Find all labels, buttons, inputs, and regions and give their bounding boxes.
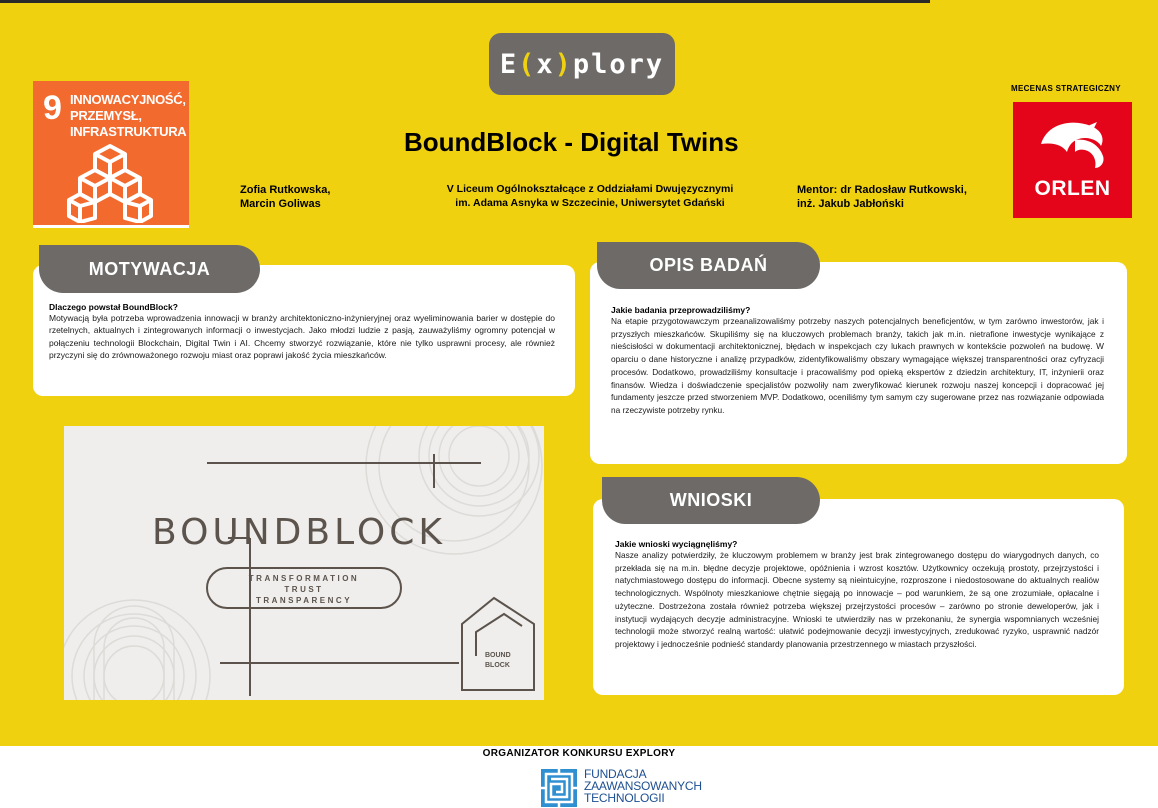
school-line: V Liceum Ogólnokształcące z Oddziałami Dwujęzycznymi [446,183,734,195]
mentors [797,183,967,211]
sdg-number: 9 [43,89,62,127]
logo-part-plory: plory [572,48,665,80]
boundblock-brand-image [64,426,544,700]
conclusions-heading: WNIOSKI [602,477,820,524]
mini-logo-line: BOUND [485,652,511,659]
research-question: Jakie badania przeprowadziliśmy? [611,305,751,315]
mentor-line: Mentor: dr Radosław Rutkowski, [797,184,967,196]
cubes-icon [67,143,153,223]
author-line: Zofia Rutkowska, [240,184,331,196]
logo-part-close: ) [554,48,573,80]
sdg-goal-tile [33,81,189,228]
boundblock-wordmark: BOUNDBLOCK [152,512,446,553]
sdg-title: INNOWACYJNOŚĆ, PRZEMYSŁ, INFRASTRUKTURA [70,92,187,139]
school-info [430,182,750,210]
poster-title: BoundBlock - Digital Twins [404,127,739,157]
logo-part-x: x [536,48,555,80]
research-body: Na etapie przygotowawczym przeanalizowaliśmy potrzeby naszych potencjalnych beneficjentów, w tym zarówno inwestorów, jak i przyszłych mieszkańców. Skupiliśmy się na kluczowych problemach branży, takich jak m.in. nietrafione inwestycje wynikające z nieścisłości w dokumentacji architektonicznej, błędach w inspekcjach czy lukach prawnych w kontekście pozwoleń na budowę. W oparciu o dane historyczne i analizę przypadków, zidentyfikowaliśmy obszary wymagające większej transparentności oraz cyfryzacji procesów. Dodatkowo, prowadziliśmy konsultacje i pracowaliśmy pod opieką ekspertów z dziedzin architektury, IT, inżynierii oraz finansów. Wiedza i doświadczenie specjalistów pozwoliły nam zweryfikować kierunek rozwoju naszej koncepcji i dopracować jej fundamenty jeszcze przed stworzeniem MVP. Dodatkowo, oceniliśmy tym samym czy sugerowane przez nas rozwiązanie odpowiada na rzeczywiste potrzeby rynku. [611,316,1104,415]
explory-logo [489,33,675,95]
orlen-logo [1013,102,1132,218]
decorative-lines [64,426,544,700]
research-heading: OPIS BADAŃ [597,242,820,289]
fzt-name: FUNDACJA ZAAWANSOWANYCH TECHNOLOGII [584,767,702,805]
research-card [590,262,1127,464]
logo-part-e: E [499,48,519,80]
conclusions-card [593,499,1124,695]
motivation-question: Dlaczego powstał BoundBlock? [49,302,178,312]
patron-label: MECENAS STRATEGICZNY [1011,84,1121,93]
tagline-word: TRANSPARENCY [255,596,353,605]
fzt-logo [540,768,702,808]
top-divider [0,0,930,3]
logo-part-open: ( [518,48,537,80]
author-line: Marcin Goliwas [240,198,321,210]
mini-logo [485,651,511,671]
authors [240,183,330,211]
school-line: im. Adama Asnyka w Szczecinie, Uniwersytet Gdański [455,197,725,209]
motivation-body: Motywacją była potrzeba wprowadzenia innowacji w branży architektoniczno-inżynieryjnej oraz wyeliminowania barier w dostępie do rzetelnych, aktualnych i zintegrowanych informacji o inwestycjach. Jako młodzi ludzie z pasją, zauważyliśmy ogromny potencjał w połączeniu technologii Blockchain, Digital Twin i AI. Chcemy stworzyć rozwiązanie, które nie tylko usprawni procesy, ale również przyczyni się do zrównoważonego rozwoju miast oraz poprawi jakość życia mieszkańców. [49,313,555,360]
tagline-word: TRUST [284,585,324,594]
motivation-heading: MOTYWACJA [39,245,260,293]
mentor-line: inż. Jakub Jabłoński [797,198,904,210]
conclusions-body: Nasze analizy potwierdziły, że kluczowym problemem w branży jest brak zintegrowanego dostępu do wiarygodnych danych, co przekłada się na m.in. błędne decyzje projektowe, opóźnienia i wzrost kosztów. Użytkownicy oczekują prostoty, przejrzystości i natychmiastowego dostępu do informacji. Obecne systemy są nieintuicyjne, rozproszone i niedostosowane do aktualnych realiów technologicznych. Wspólnoty mieszkaniowe chętnie sięgają po innowacje – pod warunkiem, że są one zrozumiałe, opłacalne i użyteczne. Dostrzeżona została również potrzeba większej przejrzystości procesów – zarówno po stronie deweloperów, jak i instytucji wydających decyzje administracyjne. Wnioski te utwierdziły nas w przekonaniu, że synergia wspomnianych wcześniej technologii może stworzyć realną wartość: ułatwić podejmowanie decyzji inwestycyjnych, zredukować ryzyko, usprawnić nadzór projektowy i jednocześnie podnieść standardy planowania przestrzennego w miastach przyszłości. [615,550,1099,649]
mini-logo-line: BLOCK [485,662,510,669]
conclusions-question: Jakie wnioski wyciągnęliśmy? [615,539,738,549]
tagline-word: TRANSFORMATION [248,574,360,583]
tagline [207,573,401,606]
orlen-wordmark: ORLEN [1034,177,1111,200]
eagle-icon [1013,102,1132,174]
organizer-label: ORGANIZATOR KONKURSU EXPLORY [482,748,676,759]
maze-icon [540,768,578,808]
